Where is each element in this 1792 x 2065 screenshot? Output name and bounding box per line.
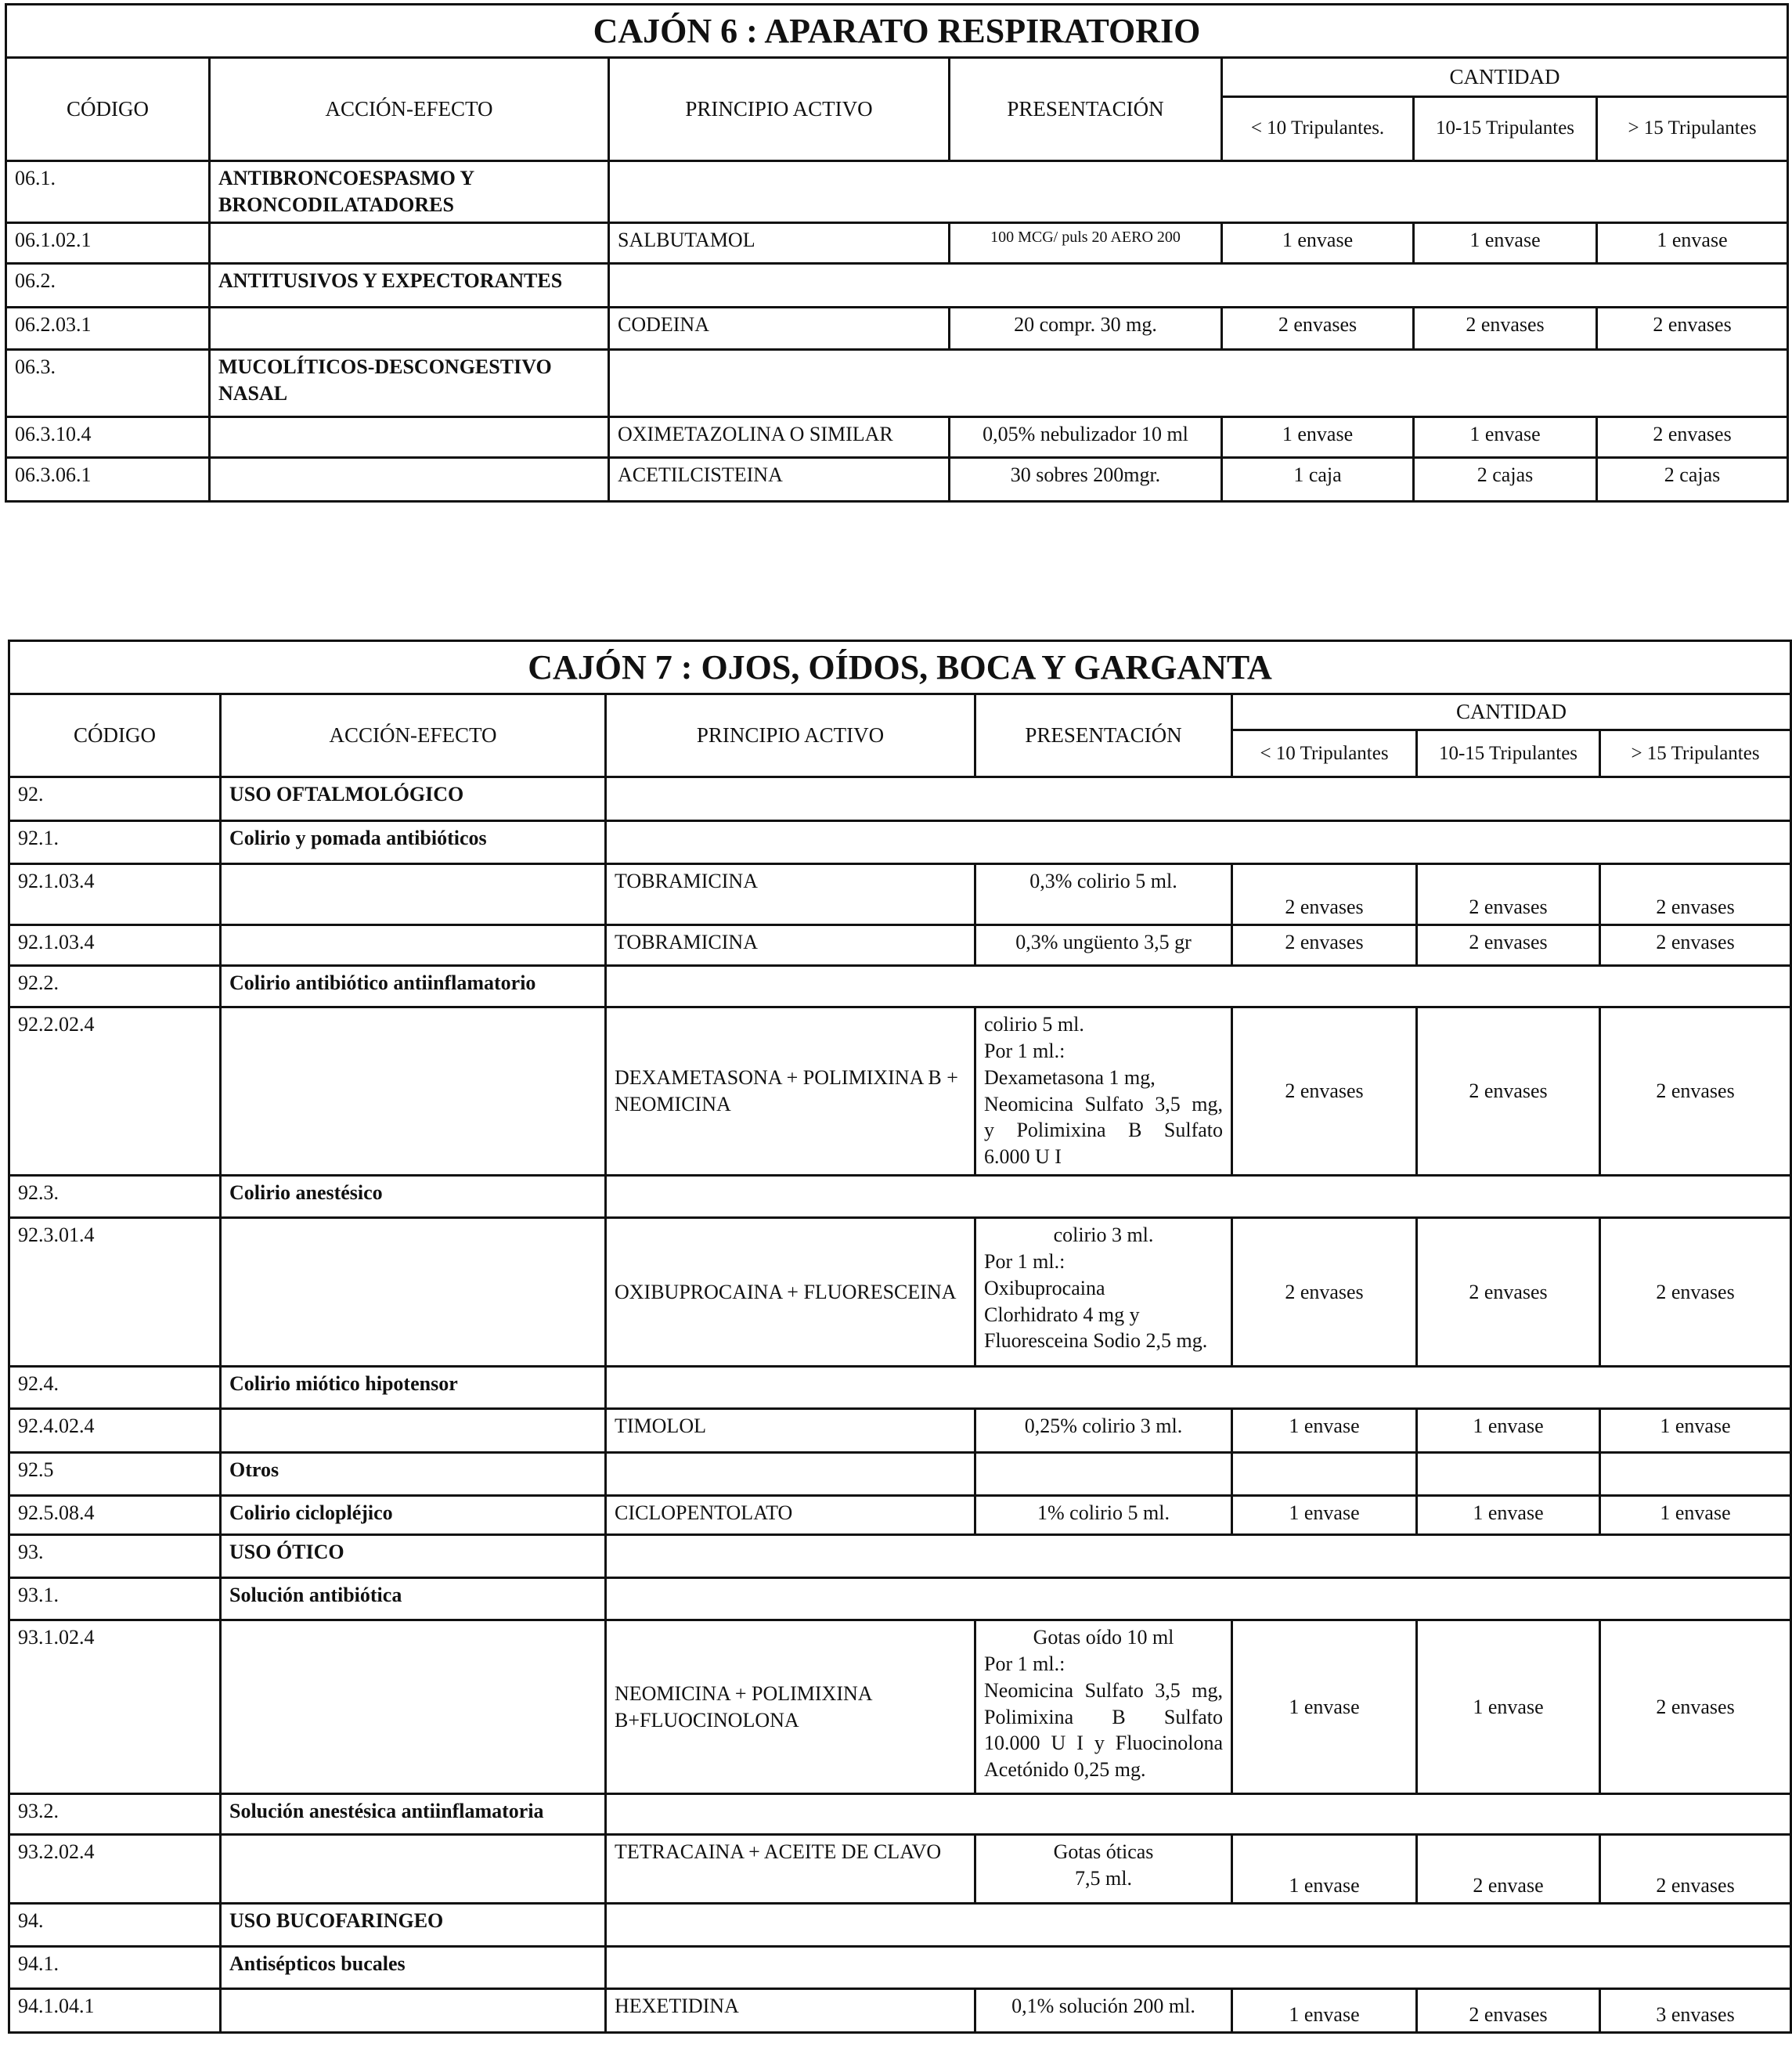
codigo-cell: 92. — [9, 777, 221, 821]
q3-cell: 2 envases — [1597, 307, 1788, 349]
table-row — [6, 263, 1788, 307]
header-cantidad: CANTIDAD — [1222, 58, 1788, 97]
empty-cell — [606, 1176, 1791, 1218]
cajon7-table — [8, 640, 1792, 2034]
codigo-cell: 06.1.02.1 — [6, 222, 210, 263]
principio-cell: SALBUTAMOL — [609, 222, 950, 263]
presentacion-cell: 100 MCG/ puls 20 AERO 200 — [950, 222, 1222, 263]
presentacion-cell: 0,05% nebulizador 10 ml — [950, 416, 1222, 457]
empty-cell — [606, 1578, 1791, 1620]
q3-cell: 2 envases — [1600, 1835, 1791, 1904]
header-presentacion: PRESENTACIÓN — [975, 694, 1232, 777]
codigo-cell: 92.2.02.4 — [9, 1007, 221, 1176]
empty-cell — [1600, 1453, 1791, 1496]
presentacion-line: 10.000 U I y Fluocinolona — [984, 1732, 1223, 1755]
table-row — [9, 925, 1791, 966]
q3-cell: 2 envases — [1600, 1620, 1791, 1794]
presentacion-line: Polimixina B Sulfato — [984, 1705, 1223, 1728]
presentacion-cell: 30 sobres 200mgr. — [950, 457, 1222, 501]
q2-cell: 1 envase — [1417, 1409, 1600, 1453]
codigo-cell: 92.3. — [9, 1176, 221, 1218]
codigo-cell: 06.1. — [6, 161, 210, 223]
table-row — [6, 222, 1788, 263]
table-row — [9, 1904, 1791, 1947]
q1-cell: 2 envases — [1232, 1218, 1417, 1367]
principio-cell: DEXAMETASONA + POLIMIXINA B + NEOMICINA — [606, 1007, 975, 1176]
empty-cell — [606, 1367, 1791, 1409]
codigo-cell: 92.1.03.4 — [9, 925, 221, 966]
accion-cell: Antisépticos bucales — [221, 1947, 606, 1989]
accion-cell: Colirio y pomada antibióticos — [221, 821, 606, 864]
presentacion-cell — [975, 1218, 1232, 1367]
q1-cell: 1 envase — [1232, 1409, 1417, 1453]
presentacion-cell — [975, 1835, 1232, 1904]
principio-cell: OXIMETAZOLINA O SIMILAR — [609, 416, 950, 457]
accion-cell — [221, 1835, 606, 1904]
q3-cell: 3 envases — [1600, 1989, 1791, 2033]
q2-cell: 1 envase — [1417, 1620, 1600, 1794]
accion-cell: Otros — [221, 1453, 606, 1496]
header-principio: PRINCIPIO ACTIVO — [609, 58, 950, 161]
codigo-cell: 92.5 — [9, 1453, 221, 1496]
principio-cell: CICLOPENTOLATO — [606, 1496, 975, 1535]
table-row — [6, 161, 1788, 223]
principio-cell: NEOMICINA + POLIMIXINA B+FLUOCINOLONA — [606, 1620, 975, 1794]
codigo-cell: 94.1.04.1 — [9, 1989, 221, 2033]
q2-cell: 2 envase — [1417, 1835, 1600, 1904]
empty-cell — [1232, 1453, 1417, 1496]
q1-cell: 2 envases — [1232, 925, 1417, 966]
accion-cell: ANTIBRONCOESPASMO Y BRONCODILATADORES — [210, 161, 609, 223]
cajon6-table — [5, 3, 1789, 503]
table-row — [9, 1496, 1791, 1535]
table-row — [9, 1794, 1791, 1835]
table-row — [9, 1176, 1791, 1218]
q1-cell: 1 envase — [1232, 1989, 1417, 2033]
q1-cell: 1 envase — [1232, 1835, 1417, 1904]
q2-cell: 2 envases — [1414, 307, 1597, 349]
table-row — [6, 457, 1788, 501]
q2-cell: 2 envases — [1417, 925, 1600, 966]
codigo-cell: 93.1.02.4 — [9, 1620, 221, 1794]
presentacion-line: Por 1 ml.: — [984, 1250, 1065, 1274]
table-row — [9, 821, 1791, 864]
empty-cell — [975, 1453, 1232, 1496]
empty-cell — [606, 1794, 1791, 1835]
codigo-cell: 93.2. — [9, 1794, 221, 1835]
presentacion-line: colirio 3 ml. — [1053, 1224, 1154, 1247]
principio-cell: OXIBUPROCAINA + FLUORESCEINA — [606, 1218, 975, 1367]
codigo-cell: 94.1. — [9, 1947, 221, 1989]
codigo-cell: 92.1. — [9, 821, 221, 864]
q1-cell: 1 envase — [1222, 222, 1414, 263]
accion-cell: Solución antibiótica — [221, 1578, 606, 1620]
table-row — [9, 1578, 1791, 1620]
presentacion-line: Neomicina Sulfato 3,5 mg, — [984, 1092, 1223, 1115]
presentacion-cell — [975, 1007, 1232, 1176]
header-accion: ACCIÓN-EFECTO — [210, 58, 609, 161]
q3-cell: 1 envase — [1597, 222, 1788, 263]
q1-cell: 1 envase — [1232, 1620, 1417, 1794]
principio-cell: TOBRAMICINA — [606, 925, 975, 966]
codigo-cell: 06.2. — [6, 263, 210, 307]
q2-cell: 2 envases — [1417, 1218, 1600, 1367]
accion-cell — [210, 222, 609, 263]
codigo-cell: 06.3.10.4 — [6, 416, 210, 457]
q3-cell: 2 envases — [1600, 1218, 1791, 1367]
empty-cell — [609, 263, 1788, 307]
q2-cell: 1 envase — [1417, 1496, 1600, 1535]
presentacion-cell: 20 compr. 30 mg. — [950, 307, 1222, 349]
q1-cell: 1 caja — [1222, 457, 1414, 501]
q3-cell: 2 envases — [1600, 1007, 1791, 1176]
accion-cell — [221, 864, 606, 925]
table-row — [9, 777, 1791, 821]
accion-cell: ANTITUSIVOS Y EXPECTORANTES — [210, 263, 609, 307]
table-row — [9, 864, 1791, 925]
cajon6-title: CAJÓN 6 : APARATO RESPIRATORIO — [6, 5, 1788, 58]
codigo-cell: 94. — [9, 1904, 221, 1947]
header-codigo: CÓDIGO — [9, 694, 221, 777]
presentacion-line: Gotas óticas — [1053, 1840, 1154, 1864]
accion-cell: USO ÓTICO — [221, 1535, 606, 1578]
table-row — [9, 1367, 1791, 1409]
presentacion-line: Clorhidrato 4 mg y — [984, 1303, 1140, 1326]
q3-cell: 2 envases — [1600, 864, 1791, 925]
accion-cell: Solución anestésica antiinflamatoria — [221, 1794, 606, 1835]
principio-cell: TETRACAINA + ACEITE DE CLAVO — [606, 1835, 975, 1904]
accion-cell: Colirio miótico hipotensor — [221, 1367, 606, 1409]
codigo-cell: 06.2.03.1 — [6, 307, 210, 349]
q1-cell: 2 envases — [1232, 864, 1417, 925]
header-cantidad: CANTIDAD — [1232, 694, 1791, 730]
q1-cell: 1 envase — [1222, 416, 1414, 457]
codigo-cell: 92.4.02.4 — [9, 1409, 221, 1453]
q1-cell: 1 envase — [1232, 1496, 1417, 1535]
empty-cell — [606, 1453, 975, 1496]
presentacion-cell — [975, 1620, 1232, 1794]
accion-cell: Colirio anestésico — [221, 1176, 606, 1218]
presentacion-line: y Polimixina B Sulfato — [984, 1119, 1223, 1142]
presentacion-line: Fluoresceina Sodio 2,5 mg. — [984, 1329, 1208, 1353]
codigo-cell: 92.2. — [9, 966, 221, 1007]
q3-cell: 1 envase — [1600, 1496, 1791, 1535]
accion-cell: Colirio ciclopléjico — [221, 1496, 606, 1535]
presentacion-cell: 0,1% solución 200 ml. — [975, 1989, 1232, 2033]
accion-cell: Colirio antibiótico antiinflamatorio — [221, 966, 606, 1007]
empty-cell — [606, 1904, 1791, 1947]
codigo-cell: 92.4. — [9, 1367, 221, 1409]
table-row — [9, 966, 1791, 1007]
accion-cell — [221, 1989, 606, 2033]
presentacion-line: Neomicina Sulfato 3,5 mg, — [984, 1678, 1223, 1702]
empty-cell — [609, 349, 1788, 416]
empty-cell — [606, 966, 1791, 1007]
q2-cell: 1 envase — [1414, 416, 1597, 457]
q1-cell: 2 envases — [1232, 1007, 1417, 1176]
cajon7-title: CAJÓN 7 : OJOS, OÍDOS, BOCA Y GARGANTA — [9, 641, 1791, 694]
principio-cell: HEXETIDINA — [606, 1989, 975, 2033]
presentacion-line: 7,5 ml. — [1075, 1867, 1132, 1890]
empty-cell — [609, 161, 1788, 223]
accion-cell: MUCOLÍTICOS-DESCONGESTIVO NASAL — [210, 349, 609, 416]
q2-cell: 2 envases — [1417, 1989, 1600, 2033]
empty-cell — [1417, 1453, 1600, 1496]
table-row — [9, 1535, 1791, 1578]
header-codigo: CÓDIGO — [6, 58, 210, 161]
table-row — [9, 1409, 1791, 1453]
q3-cell: 2 envases — [1600, 925, 1791, 966]
header-q2: 10-15 Tripulantes — [1417, 730, 1600, 777]
presentacion-line: Por 1 ml.: — [984, 1040, 1065, 1063]
header-presentacion: PRESENTACIÓN — [950, 58, 1222, 161]
table-row — [9, 1947, 1791, 1989]
empty-cell — [606, 821, 1791, 864]
header-q2: 10-15 Tripulantes — [1414, 97, 1597, 161]
header-accion: ACCIÓN-EFECTO — [221, 694, 606, 777]
principio-cell: TIMOLOL — [606, 1409, 975, 1453]
presentacion-line: Dexametasona 1 mg, — [984, 1065, 1156, 1089]
table-row — [9, 1007, 1791, 1176]
presentacion-line: Acetónido 0,25 mg. — [984, 1758, 1146, 1782]
codigo-cell: 06.3. — [6, 349, 210, 416]
presentacion-cell: 0,3% colirio 5 ml. — [975, 864, 1232, 925]
q1-cell: 2 envases — [1222, 307, 1414, 349]
table-row — [9, 1218, 1791, 1367]
codigo-cell: 06.3.06.1 — [6, 457, 210, 501]
accion-cell — [221, 1007, 606, 1176]
header-q1: < 10 Tripulantes — [1232, 730, 1417, 777]
q3-cell: 1 envase — [1600, 1409, 1791, 1453]
principio-cell: ACETILCISTEINA — [609, 457, 950, 501]
table-row — [9, 1989, 1791, 2033]
codigo-cell: 92.5.08.4 — [9, 1496, 221, 1535]
table-row — [9, 1835, 1791, 1904]
header-q3: > 15 Tripulantes — [1600, 730, 1791, 777]
accion-cell — [210, 416, 609, 457]
accion-cell — [210, 457, 609, 501]
accion-cell: USO BUCOFARINGEO — [221, 1904, 606, 1947]
accion-cell: USO OFTALMOLÓGICO — [221, 777, 606, 821]
principio-cell: TOBRAMICINA — [606, 864, 975, 925]
presentacion-line: Oxibuprocaina — [984, 1276, 1105, 1299]
presentacion-line: Gotas oído 10 ml — [1033, 1626, 1174, 1649]
q2-cell: 1 envase — [1414, 222, 1597, 263]
codigo-cell: 92.3.01.4 — [9, 1218, 221, 1367]
accion-cell — [221, 1218, 606, 1367]
header-q3: > 15 Tripulantes — [1597, 97, 1788, 161]
empty-cell — [606, 1947, 1791, 1989]
presentacion-cell: 1% colirio 5 ml. — [975, 1496, 1232, 1535]
empty-cell — [606, 777, 1791, 821]
codigo-cell: 92.1.03.4 — [9, 864, 221, 925]
codigo-cell: 93.1. — [9, 1578, 221, 1620]
table-row — [6, 307, 1788, 349]
q3-cell: 2 cajas — [1597, 457, 1788, 501]
presentacion-cell: 0,25% colirio 3 ml. — [975, 1409, 1232, 1453]
q2-cell: 2 envases — [1417, 864, 1600, 925]
q2-cell: 2 envases — [1417, 1007, 1600, 1176]
q2-cell: 2 cajas — [1414, 457, 1597, 501]
accion-cell — [221, 1620, 606, 1794]
table-row — [6, 416, 1788, 457]
codigo-cell: 93. — [9, 1535, 221, 1578]
presentacion-line: Por 1 ml.: — [984, 1652, 1065, 1676]
table-row — [9, 1453, 1791, 1496]
principio-cell: CODEINA — [609, 307, 950, 349]
empty-cell — [606, 1535, 1791, 1578]
table-row — [9, 1620, 1791, 1794]
codigo-cell: 93.2.02.4 — [9, 1835, 221, 1904]
header-q1: < 10 Tripulantes. — [1222, 97, 1414, 161]
presentacion-cell: 0,3% ungüento 3,5 gr — [975, 925, 1232, 966]
table-row — [6, 349, 1788, 416]
accion-cell — [221, 925, 606, 966]
presentacion-line: 6.000 U I — [984, 1145, 1062, 1169]
presentacion-line: colirio 5 ml. — [984, 1013, 1084, 1036]
header-principio: PRINCIPIO ACTIVO — [606, 694, 975, 777]
q3-cell: 2 envases — [1597, 416, 1788, 457]
accion-cell — [210, 307, 609, 349]
accion-cell — [221, 1409, 606, 1453]
